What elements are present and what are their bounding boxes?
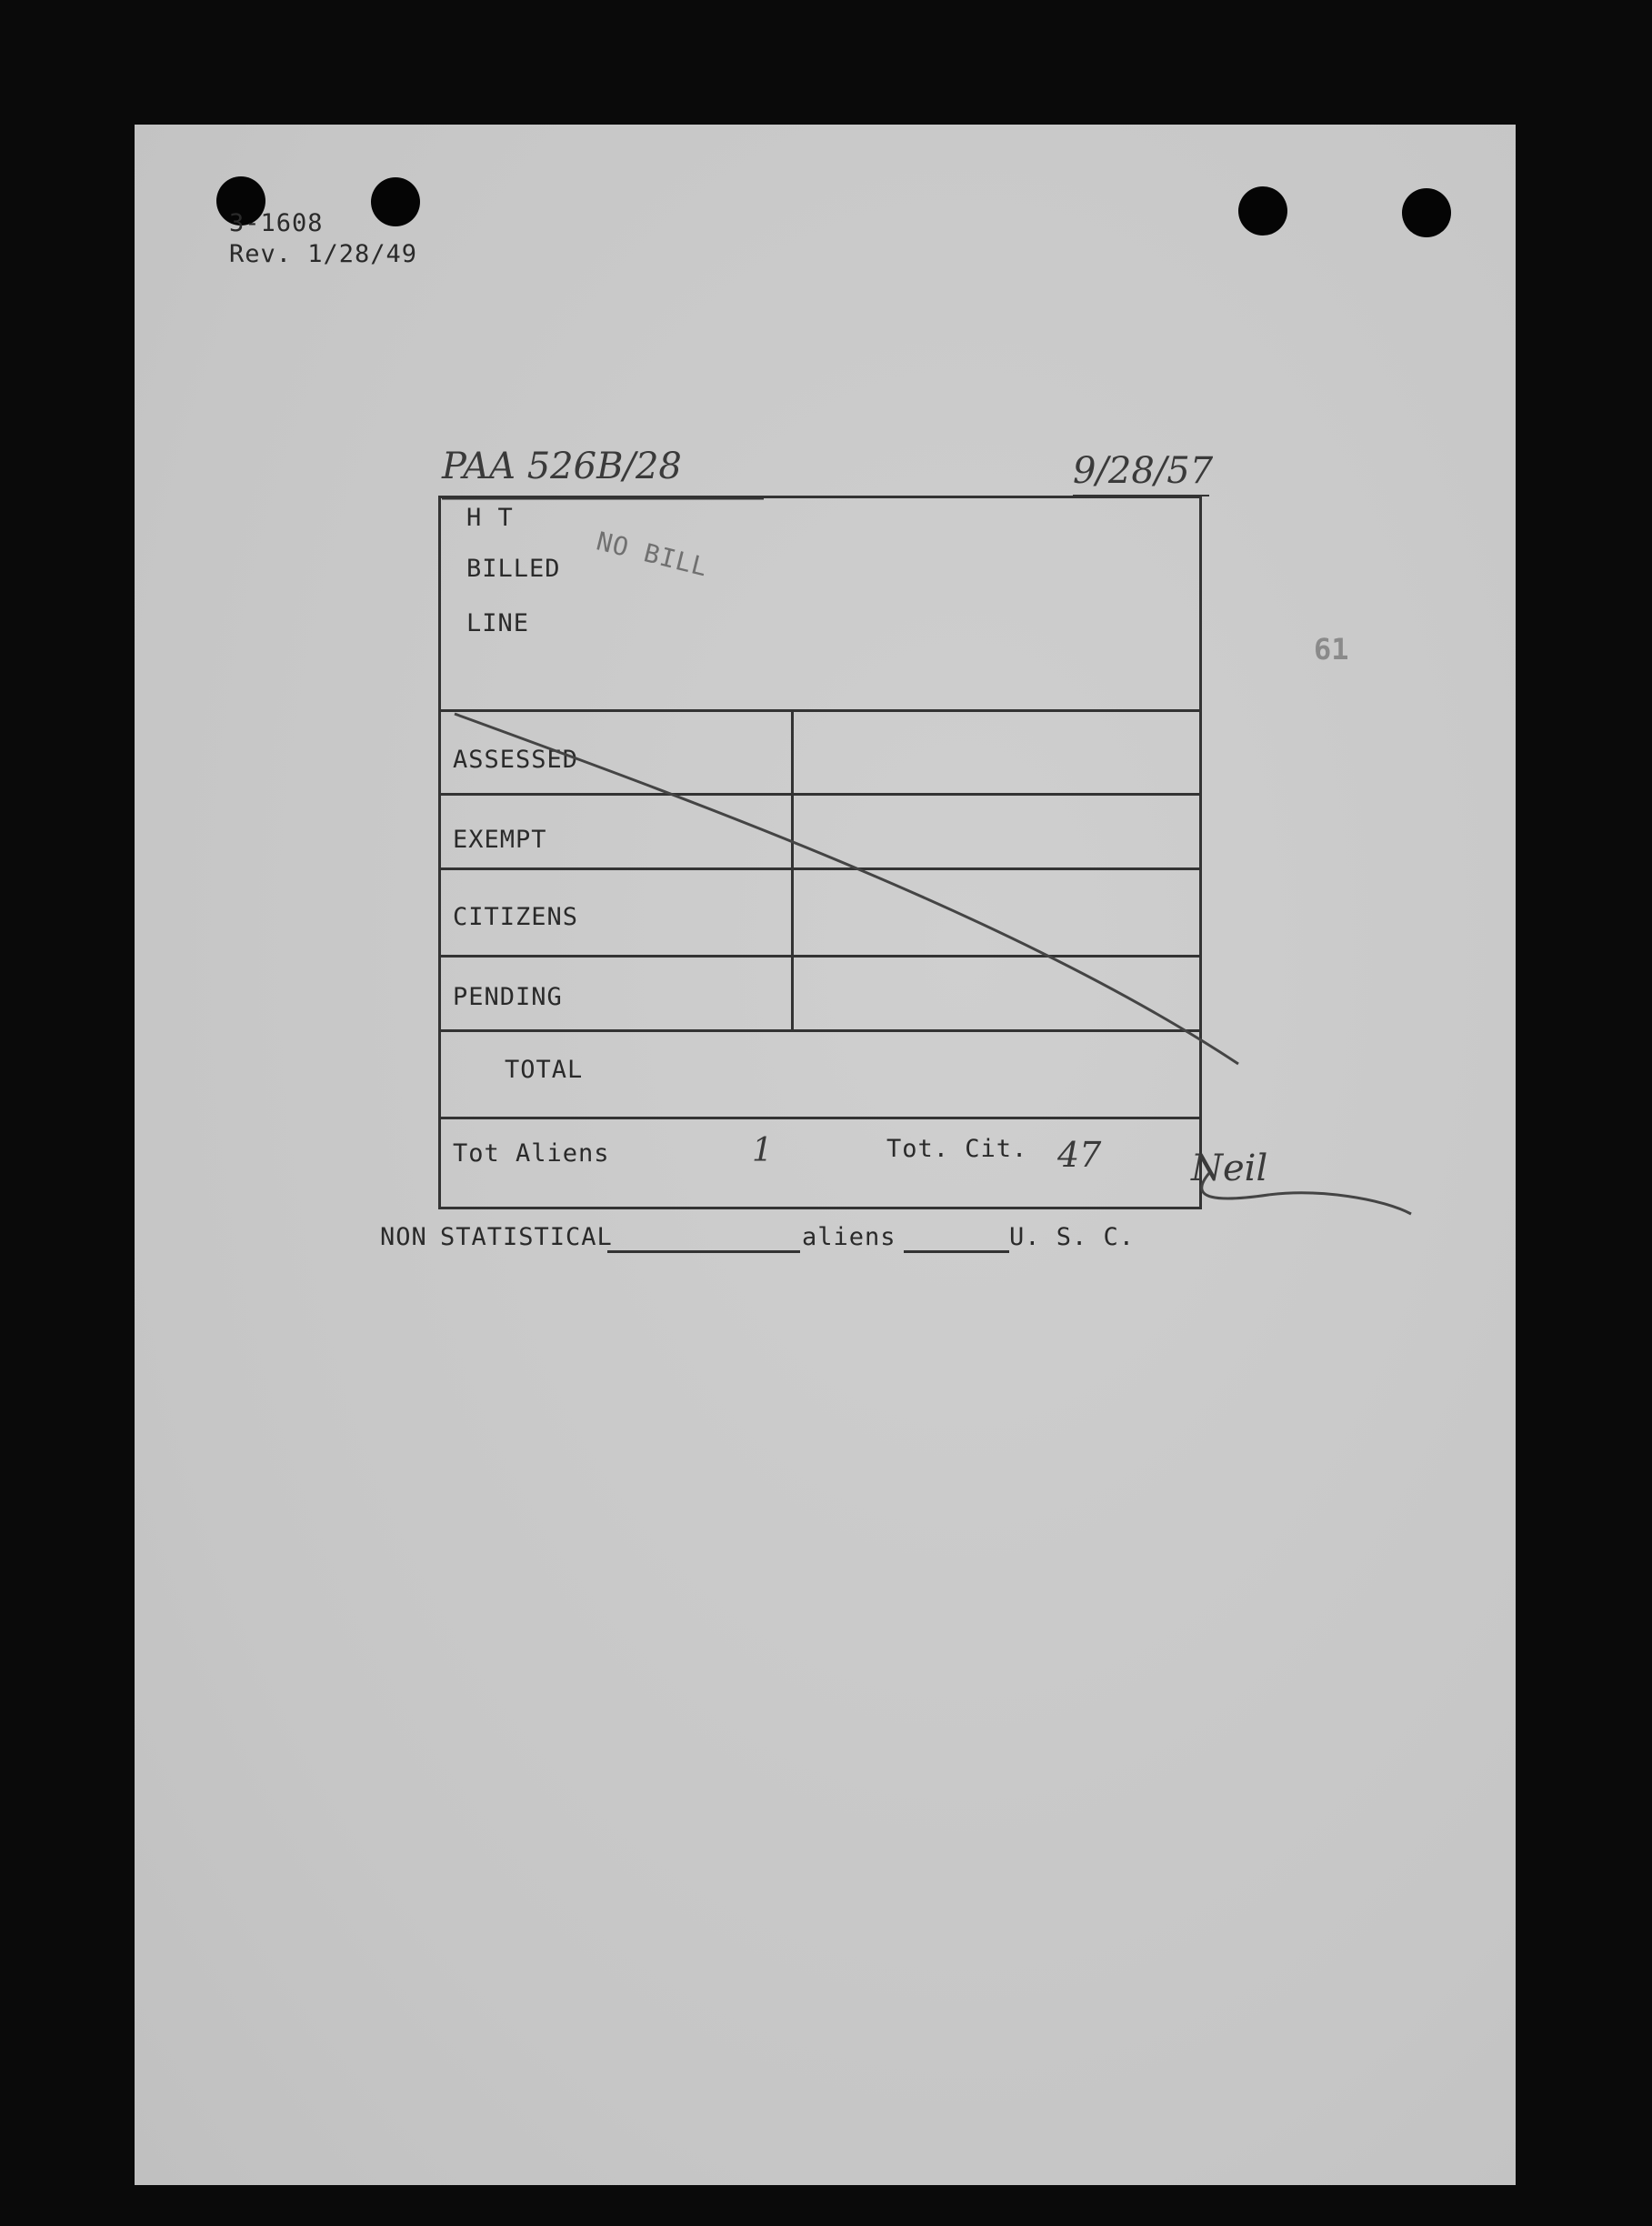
statistical-label: STATISTICAL — [440, 1223, 613, 1251]
line-label: LINE — [466, 609, 530, 637]
non-label: NON — [380, 1223, 427, 1251]
total-label: TOTAL — [505, 1056, 584, 1084]
form-number: 3-1608 — [229, 209, 324, 237]
assessed-label: ASSESSED — [453, 746, 579, 774]
billed-label: BILLED — [466, 555, 561, 583]
handwritten-flight: PAA 526B/28 — [442, 446, 682, 487]
tot-aliens-value: 1 — [752, 1132, 773, 1169]
tot-cit-label: Tot. Cit. — [886, 1135, 1028, 1163]
ht-label: H T — [466, 504, 514, 532]
form-revision: Rev. 1/28/49 — [229, 240, 418, 268]
pending-label: PENDING — [453, 983, 563, 1011]
initials-flourish — [1202, 1173, 1411, 1214]
no-bill-stamp: NO BILL — [593, 526, 712, 583]
handwritten-date: 9/28/57 — [1073, 450, 1214, 492]
tot-cit-value: 47 — [1057, 1135, 1102, 1175]
usc-label: U. S. C. — [1009, 1223, 1136, 1251]
tot-aliens-label: Tot Aliens — [453, 1139, 610, 1168]
citizens-label: CITIZENS — [453, 903, 579, 931]
page-number: 61 — [1314, 632, 1349, 667]
aliens-label: aliens — [802, 1223, 896, 1251]
strike-through-line — [455, 714, 1238, 1064]
handwritten-initials: Neil — [1191, 1148, 1268, 1189]
exempt-label: EXEMPT — [453, 826, 547, 854]
